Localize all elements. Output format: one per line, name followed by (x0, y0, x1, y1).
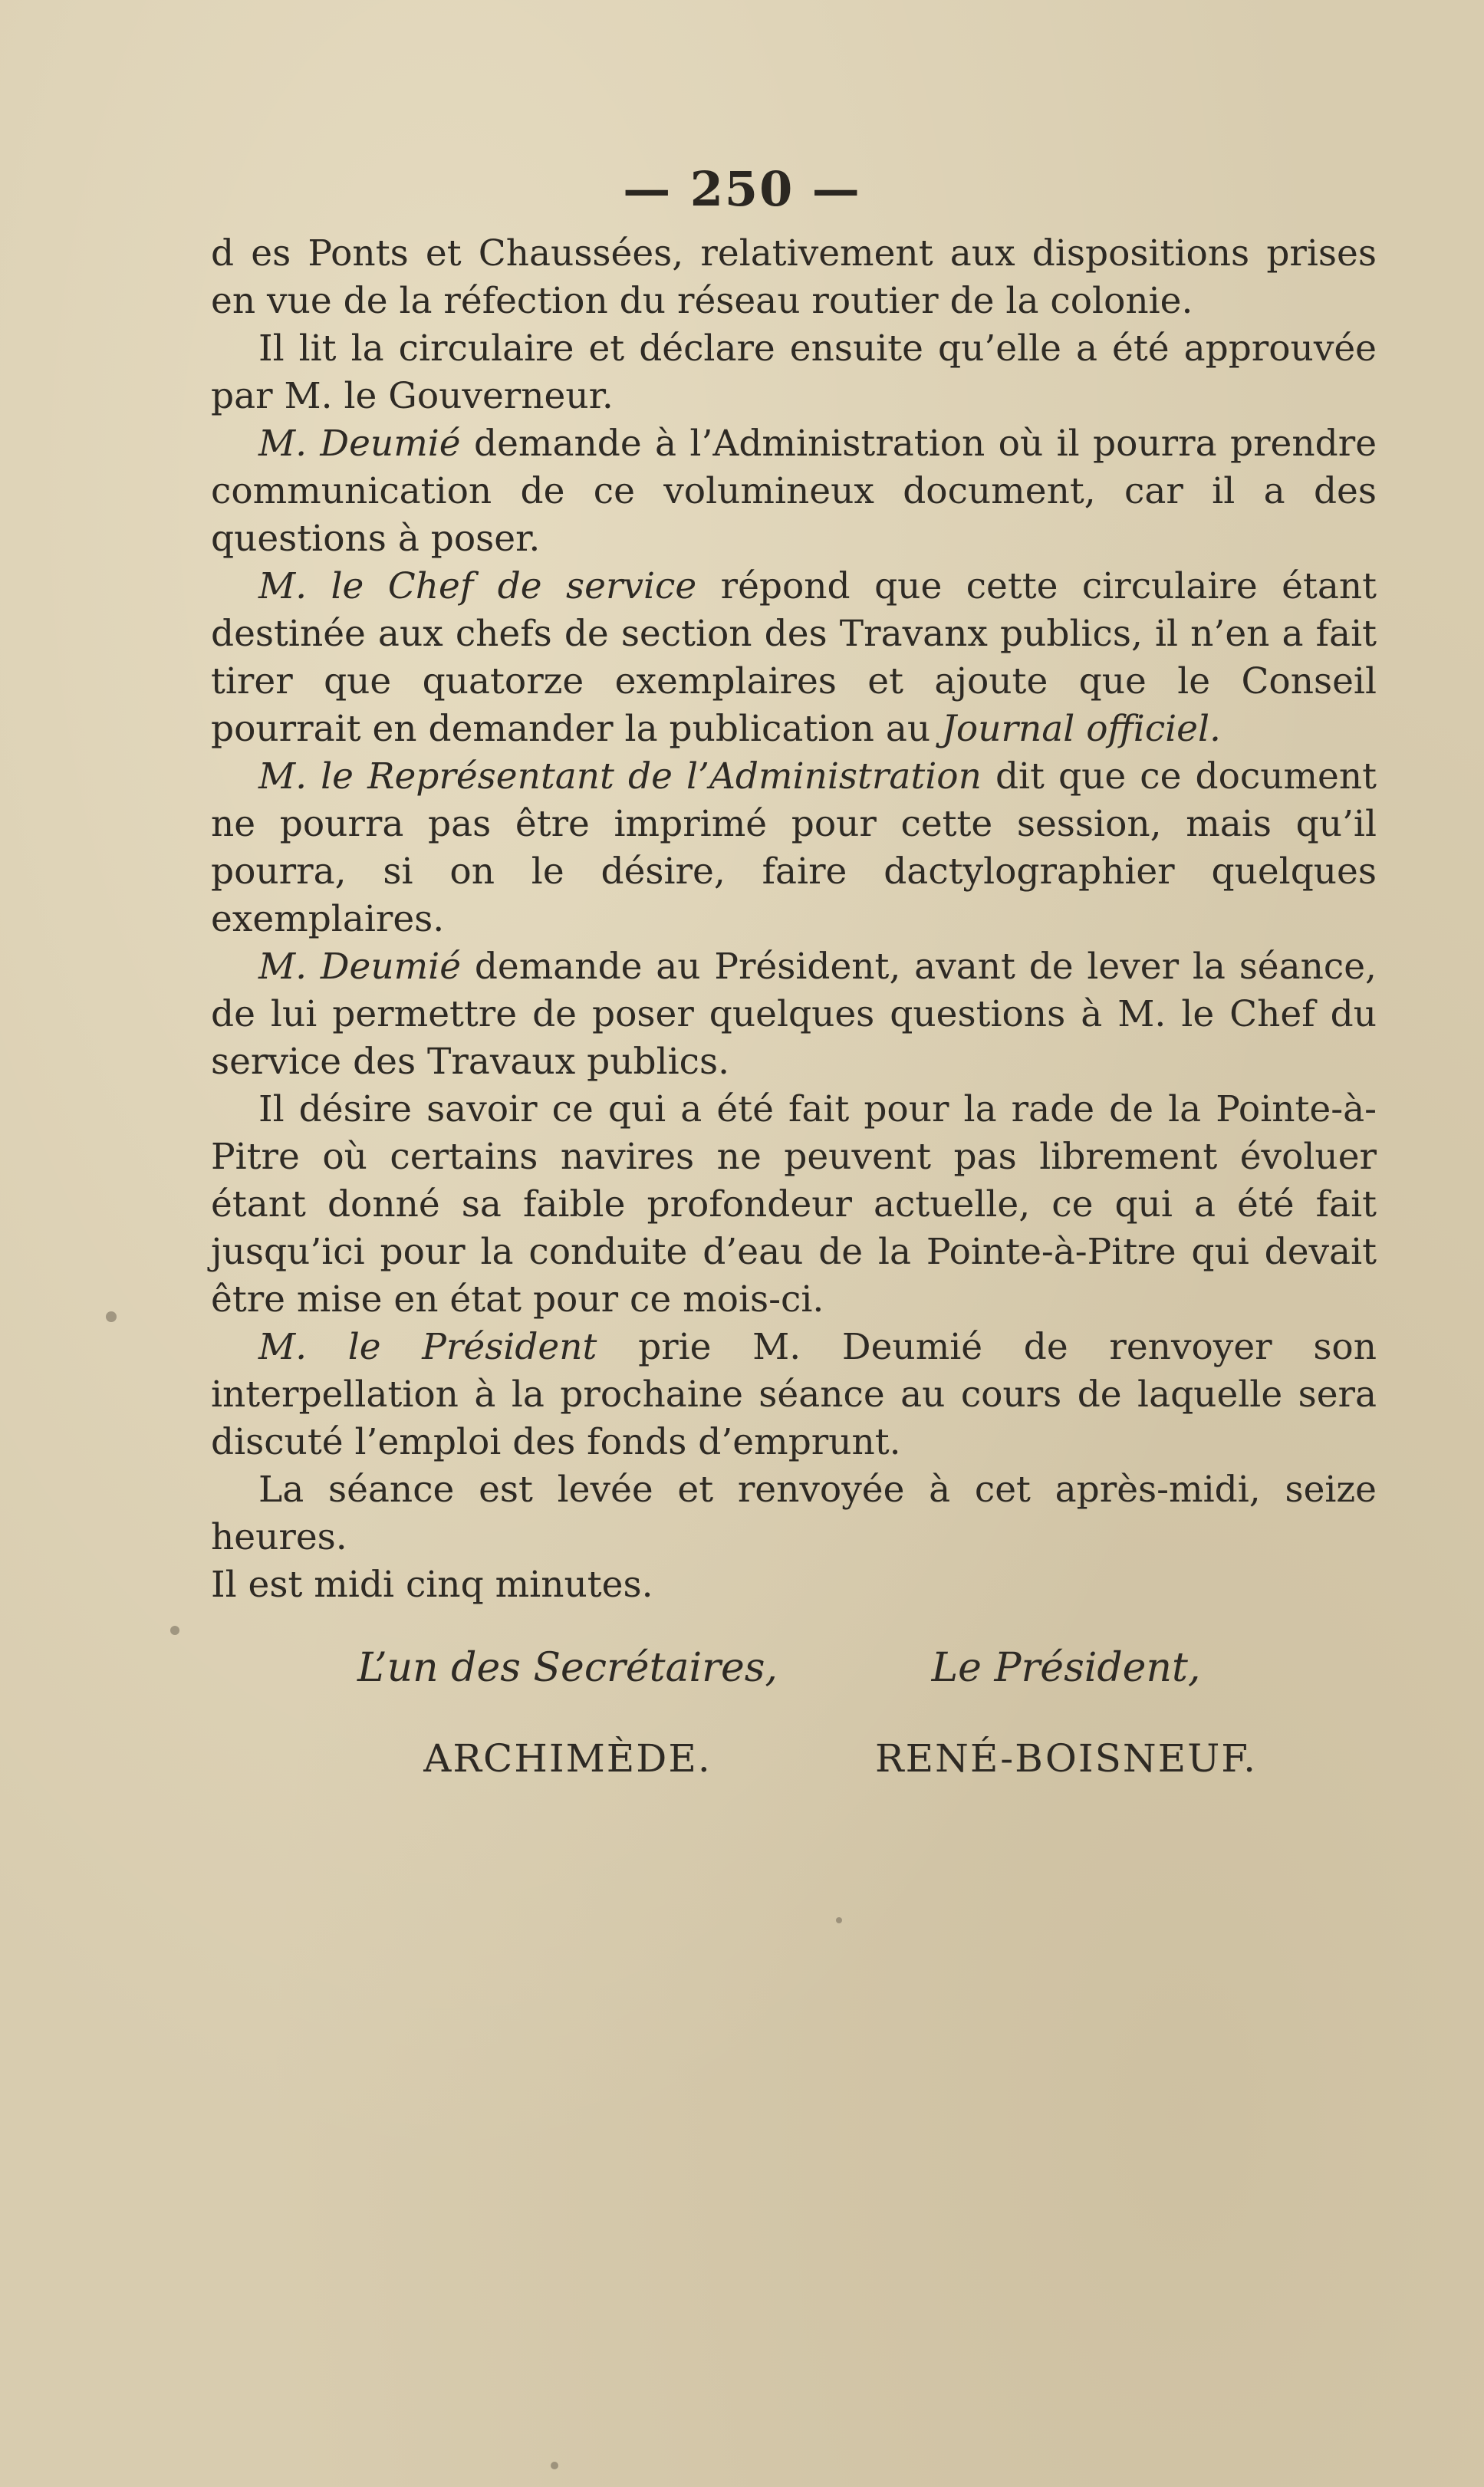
paragraph (211, 943, 1377, 1086)
speaker-name-italic: Journal officiel. (942, 708, 1221, 750)
speaker-name-italic: M. Deumié (258, 423, 461, 465)
paragraph (211, 1466, 1377, 1561)
paragraph (211, 1086, 1377, 1324)
president-role: Le Président, (931, 1645, 1201, 1691)
paper-speck (836, 1917, 842, 1923)
paragraph (211, 325, 1377, 420)
speaker-name-italic: M. le Chef de service (258, 565, 697, 607)
paragraph (211, 1561, 1377, 1609)
paragraph-text: Il lit la circulaire et déclare ensuite qu’elle a été approuvée par M. le Gouverneur. (211, 327, 1377, 417)
paragraph (211, 563, 1377, 753)
paragraph-text: La séance est levée et renvoyée à cet après-midi, seize heures. (211, 1469, 1377, 1558)
president-signature (798, 1641, 1334, 1785)
paragraph-text: dit que ce document ne pourra pas être imprimé pour cette session, mais qu’il pourra, si on le désire, faire dactylographier quelques exemplaires. (211, 755, 1377, 940)
speaker-name-italic: M. le Représentant de l’Administration (258, 755, 982, 798)
paragraph (211, 420, 1377, 563)
paper-speck (106, 1311, 117, 1322)
paragraph-text: d es Ponts et Chaussées, relativement aux dispositions prises en vue de la réfection du réseau routier de la colonie. (211, 232, 1377, 322)
paragraph-text: demande à l’Administration où il pourra prendre communication de ce volumineux document, car il a des questions à poser. (211, 423, 1377, 560)
paper-speck (170, 1626, 179, 1635)
paragraph-text: prie M. Deumié de renvoyer son interpellation à la prochaine séance au cours de laquelle sera discuté l’emploi des fonds d’emprunt. (211, 1326, 1377, 1463)
secretary-signature (299, 1641, 836, 1785)
signature-block (0, 1641, 1484, 1795)
paper-speck (551, 2462, 558, 2469)
president-name: RENÉ-BOISNEUF. (874, 1736, 1258, 1781)
paragraph-text: Il est midi cinq minutes. (211, 1564, 653, 1606)
minutes-body (211, 230, 1377, 1609)
paragraph (211, 753, 1377, 943)
secretary-role: L’un des Secrétaires, (357, 1645, 778, 1691)
page-number: — 250 — (623, 161, 861, 217)
paragraph-text: Il désire savoir ce qui a été fait pour la rade de la Pointe-à-Pitre où certains navires ne peuvent pas librement évoluer étant donné sa faible profondeur actuelle, ce qui a été fait jusqu’ici pour la conduite d’eau de la Pointe-à-Pitre qui devait être mise en état pour ce mois-ci. (211, 1088, 1377, 1321)
speaker-name-italic: M. Deumié (258, 946, 462, 988)
paragraph-text: demande au Président, avant de lever la séance, de lui permettre de poser quelques questions à M. le Chef du service des Travaux publics. (211, 946, 1377, 1083)
speaker-name-italic: M. le Président (258, 1326, 597, 1368)
secretary-name: ARCHIMÈDE. (423, 1736, 712, 1781)
paragraph (211, 230, 1377, 325)
paragraph (211, 1324, 1377, 1466)
paragraph-text: répond que cette circulaire étant destinée aux chefs de section des Travanx publics, il n’en a fait tirer que quatorze exemplaires et ajoute que le Conseil pourrait en demander la publication au (211, 565, 1377, 750)
